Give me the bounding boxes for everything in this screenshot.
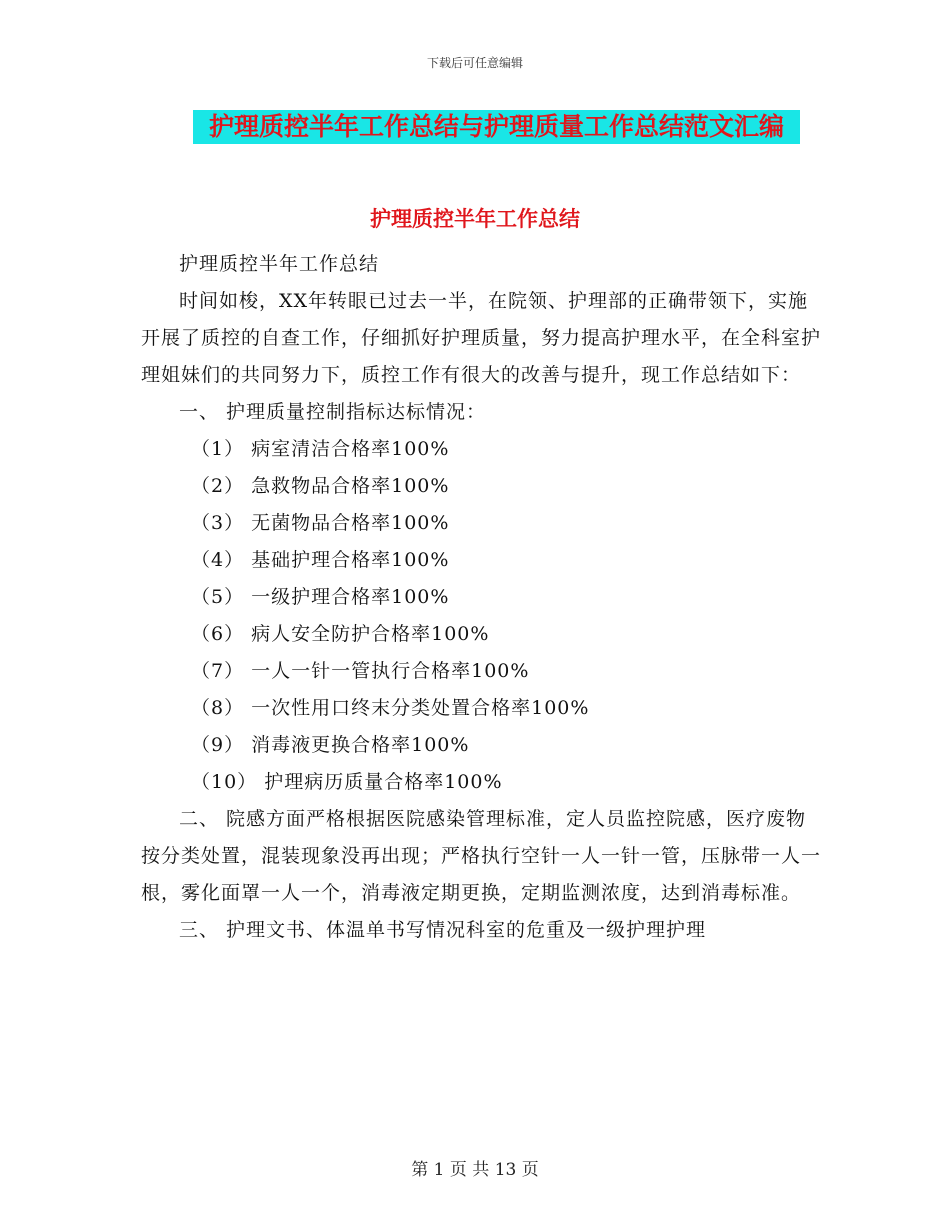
list-item: （10） 护理病历质量合格率100%	[191, 771, 503, 793]
list-item: （9） 消毒液更换合格率100%	[191, 734, 470, 756]
section-title: 护理质控半年工作总结	[370, 206, 580, 231]
paragraph-two: 二、 院感方面严格根据医院感染管理标准，定人员监控院感，医疗废物按分类处置，混装现象没再出现；严格执行空针一人一针一管，压脉带一人一根，雾化面罩一人一个，消毒液定期更换，定期监测浓度，达到消毒标准。	[141, 808, 822, 904]
header-note: 下载后可任意编辑	[426, 56, 523, 70]
body-text	[141, 246, 821, 949]
list-item: （5） 一级护理合格率100%	[191, 586, 450, 608]
intro-paragraph: 时间如梭，XX年转眼已过去一半，在院领、护理部的正确带领下，实施开展了质控的自查工作，仔细抓好护理质量，努力提高护理水平，在全科室护理姐妹们的共同努力下，质控工作有很大的改善与提升，现工作总结如下：	[141, 290, 822, 386]
list-item: （6） 病人安全防护合格率100%	[191, 623, 490, 645]
list-item: （7） 一人一针一管执行合格率100%	[191, 660, 530, 682]
list-item: （1） 病室清洁合格率100%	[191, 438, 450, 460]
subtitle-line: 护理质控半年工作总结	[179, 253, 380, 275]
page-footer: 第 1 页 共 13 页	[411, 1160, 539, 1180]
heading-one: 一、 护理质量控制指标达标情况：	[179, 401, 487, 423]
document-title: 护理质控半年工作总结与护理质量工作总结范文汇编	[193, 110, 800, 144]
paragraph-three: 三、 护理文书、体温单书写情况科室的危重及一级护理护理	[179, 919, 707, 941]
list-item: （2） 急救物品合格率100%	[191, 475, 450, 497]
list-item: （4） 基础护理合格率100%	[191, 549, 450, 571]
list-item: （8） 一次性用口终末分类处置合格率100%	[191, 697, 590, 719]
indicator-list	[141, 431, 821, 801]
list-item: （3） 无菌物品合格率100%	[191, 512, 450, 534]
